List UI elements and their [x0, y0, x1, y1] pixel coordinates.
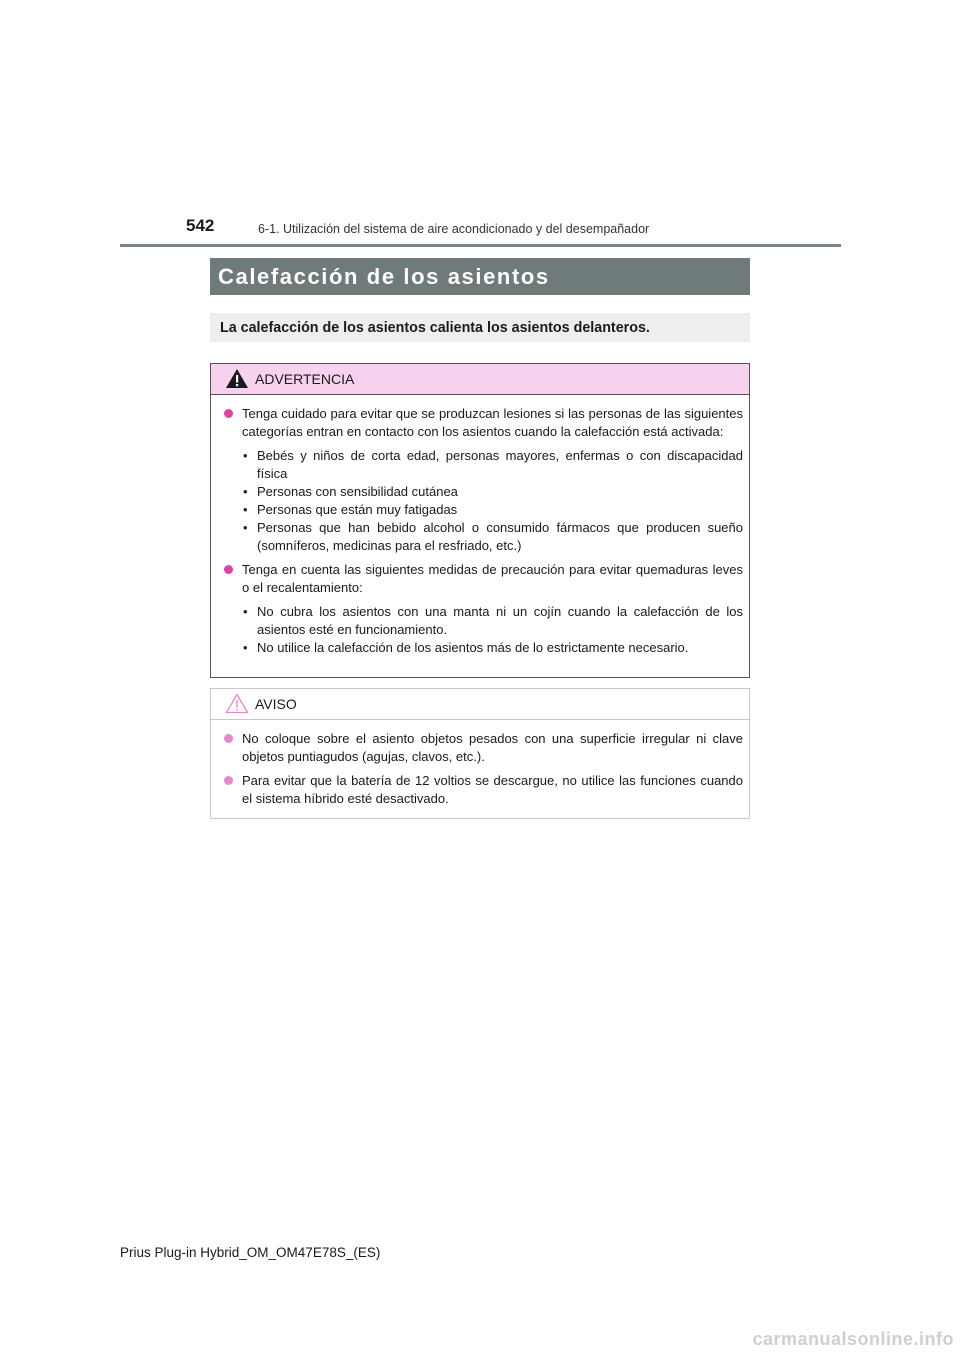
bullet-dot: [224, 776, 233, 785]
warning-subitems: [223, 603, 743, 657]
notice-box: [210, 688, 750, 819]
warning-subitem: • No cubra los asientos con una manta ni un cojín cuando la calefacción de los asientos esté en funcionamiento.: [243, 604, 743, 637]
header-rule: [120, 244, 841, 247]
warning-triangle-outline-icon: [225, 693, 249, 714]
intro-box: [210, 313, 750, 342]
warning-label: ADVERTENCIA: [255, 371, 355, 387]
notice-label: AVISO: [255, 696, 297, 712]
notice-item-text: No coloque sobre el asiento objetos pesados con una superficie irregular ni clave objetos puntiagudos (agujas, clavos, etc.).: [242, 731, 743, 764]
warning-subitems: [223, 447, 743, 555]
notice-item: [223, 730, 743, 766]
bullet-dot: [224, 565, 233, 574]
warning-header: [211, 364, 749, 395]
notice-item: [223, 772, 743, 808]
watermark: carmanualsonline.info: [752, 1329, 954, 1349]
bullet-dot: [224, 409, 233, 418]
warning-subitem: • Bebés y niños de corta edad, personas mayores, enfermas o con discapacidad física: [243, 448, 743, 481]
warning-triangle-filled-icon: [225, 368, 249, 389]
warning-item: [223, 561, 743, 597]
page-title-bar: [210, 258, 750, 295]
warning-item-text: Tenga en cuenta las siguientes medidas de precaución para evitar quemaduras leves o el recalentamiento:: [242, 562, 743, 595]
warning-subitem: • Personas que han bebido alcohol o consumido fármacos que producen sueño (somníferos, medicinas para el resfriado, etc.): [243, 520, 743, 553]
warning-body: [211, 395, 749, 657]
notice-header: [211, 689, 749, 720]
footer-doc-id: Prius Plug-in Hybrid_OM_OM47E78S_(ES): [120, 1245, 381, 1260]
warning-item-text: Tenga cuidado para evitar que se produzcan lesiones si las personas de las siguientes categorías entran en contacto con los asientos cuando la calefacción está activada:: [242, 406, 743, 439]
warning-subitem: • Personas que están muy fatigadas: [243, 502, 458, 517]
warning-box: [210, 363, 750, 678]
notice-body: [211, 720, 749, 808]
page-number: 542: [186, 216, 215, 235]
page-title: Calefacción de los asientos: [218, 263, 550, 289]
notice-item-text: Para evitar que la batería de 12 voltios se descargue, no utilice las funciones cuando el sistema híbrido esté desactivado.: [242, 773, 743, 806]
section-header: 6-1. Utilización del sistema de aire acondicionado y del desempañador: [258, 222, 650, 236]
intro-text: La calefacción de los asientos calienta los asientos delanteros.: [220, 319, 650, 336]
bullet-dot: [224, 734, 233, 743]
warning-subitem: • No utilice la calefacción de los asientos más de lo estrictamente necesario.: [243, 640, 689, 655]
warning-subitem: • Personas con sensibilidad cutánea: [243, 484, 458, 499]
warning-item: [223, 405, 743, 441]
